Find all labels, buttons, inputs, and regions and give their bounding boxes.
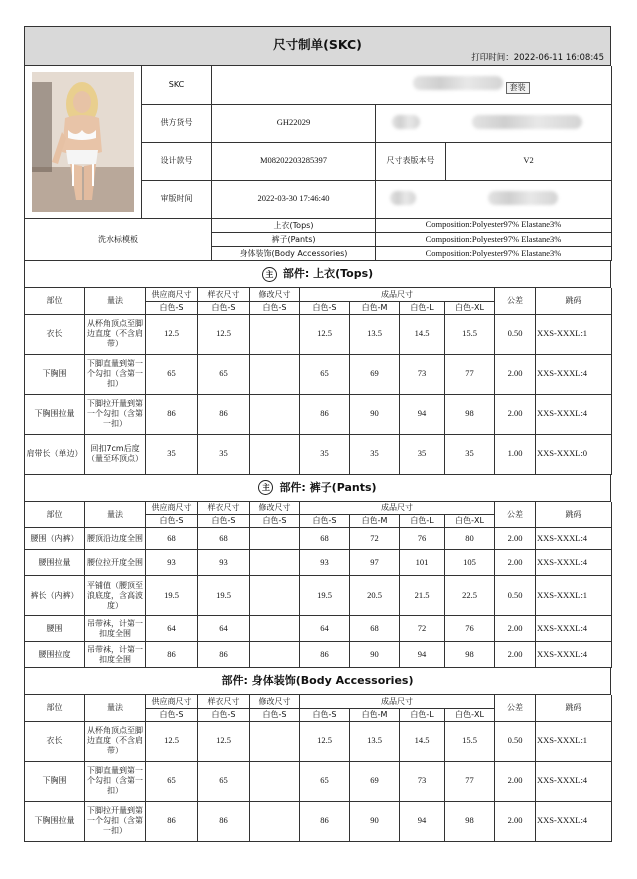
header-size-s: 白色-S	[146, 301, 198, 314]
cell-tolerance: 0.50	[495, 576, 536, 616]
supplier-label: 供方货号	[142, 104, 212, 142]
cell-supplier: 35	[146, 434, 198, 474]
cell-method: 腰顶沿边度全围	[85, 528, 146, 550]
cell-method: 从杯角顶点至脚边直度（不含肩带）	[85, 314, 146, 354]
cell-method: 吊带袜，计第一扣度全围	[85, 642, 146, 668]
cell-size-xl: 98	[445, 801, 495, 841]
table-row	[25, 616, 612, 642]
cell-supplier: 86	[146, 801, 198, 841]
skc-label: SKC	[142, 66, 212, 104]
cell-supplier: 12.5	[146, 721, 198, 761]
header-size-s: 白色-S	[198, 708, 250, 721]
skc-value-cell	[212, 66, 612, 104]
cell-size-s: 86	[300, 801, 350, 841]
cell-method: 回扣7cm后度（量至环顶点）	[85, 434, 146, 474]
cell-part: 下胸围拉量	[25, 394, 85, 434]
section-title-bar	[24, 261, 611, 288]
sections	[24, 261, 611, 842]
cell-tolerance: 2.00	[495, 354, 536, 394]
cell-size-s: 86	[300, 642, 350, 668]
cell-sample: 12.5	[198, 314, 250, 354]
cell-modify	[250, 642, 300, 668]
cell-method: 下脚拉开量到第一个勾扣（含第一扣）	[85, 801, 146, 841]
size-version-value: V2	[446, 142, 612, 180]
header-sample-size: 样衣尺寸	[198, 288, 250, 301]
cell-size-xl: 98	[445, 394, 495, 434]
header-modify-size: 修改尺寸	[250, 502, 300, 515]
cell-part: 裤长（内裤）	[25, 576, 85, 616]
wash-part: 上衣(Tops)	[212, 219, 376, 233]
header-finished-size: 成品尺寸	[300, 695, 495, 708]
cell-size-m: 13.5	[350, 314, 400, 354]
cell-jump: XXS-XXXL:0	[536, 434, 612, 474]
cell-size-l: 14.5	[400, 314, 445, 354]
cell-sample: 65	[198, 761, 250, 801]
cell-jump: XXS-XXXL:4	[536, 761, 612, 801]
cell-method: 平铺值（腰顶至浪底度，含高波度）	[85, 576, 146, 616]
header-size-s: 白色-S	[146, 515, 198, 528]
cell-method: 下脚拉开量到第一个勾扣（含第一扣）	[85, 394, 146, 434]
cell-jump: XXS-XXXL:1	[536, 576, 612, 616]
cell-sample: 12.5	[198, 721, 250, 761]
cell-supplier: 65	[146, 761, 198, 801]
cell-part: 下胸围	[25, 761, 85, 801]
cell-modify	[250, 616, 300, 642]
header-finished-size: 成品尺寸	[300, 502, 495, 515]
cell-size-s: 35	[300, 434, 350, 474]
cell-part: 腰围（内裤）	[25, 528, 85, 550]
cell-size-s: 12.5	[300, 314, 350, 354]
header-size-m: 白色-M	[350, 515, 400, 528]
cell-size-m: 13.5	[350, 721, 400, 761]
cell-size-s: 65	[300, 761, 350, 801]
header-jump: 跳码	[536, 288, 612, 314]
cell-sample: 68	[198, 528, 250, 550]
header-tolerance: 公差	[495, 288, 536, 314]
table-row	[25, 642, 612, 668]
header-size-m: 白色-M	[350, 301, 400, 314]
header-modify-size: 修改尺寸	[250, 288, 300, 301]
redacted-block	[392, 115, 420, 129]
table-row	[25, 761, 612, 801]
table-row	[25, 576, 612, 616]
cell-part: 衣长	[25, 721, 85, 761]
header-size-l: 白色-L	[400, 708, 445, 721]
cell-part: 下胸围	[25, 354, 85, 394]
cell-part: 腰围拉度	[25, 642, 85, 668]
cell-modify	[250, 576, 300, 616]
redacted-block	[390, 191, 416, 205]
header-supplier-size: 供应商尺寸	[146, 288, 198, 301]
redacted-skc	[413, 76, 503, 90]
cell-sample: 86	[198, 642, 250, 668]
cell-size-s: 12.5	[300, 721, 350, 761]
cell-size-l: 94	[400, 394, 445, 434]
set-button[interactable]: 套装	[506, 82, 530, 93]
cell-modify	[250, 721, 300, 761]
cell-modify	[250, 434, 300, 474]
header-finished-size: 成品尺寸	[300, 288, 495, 301]
table-row	[25, 434, 612, 474]
cell-size-l: 94	[400, 642, 445, 668]
header-supplier-size: 供应商尺寸	[146, 695, 198, 708]
print-time: 打印时间：2022-06-11 16:08:45	[471, 53, 604, 63]
header-tolerance: 公差	[495, 695, 536, 721]
cell-jump: XXS-XXXL:4	[536, 394, 612, 434]
wash-composition: Composition:Polyester97% Elastane3%	[376, 219, 612, 233]
cell-size-xl: 105	[445, 550, 495, 576]
header-size-s: 白色-S	[250, 515, 300, 528]
cell-size-s: 65	[300, 354, 350, 394]
cell-size-xl: 77	[445, 354, 495, 394]
cell-jump: XXS-XXXL:4	[536, 354, 612, 394]
cell-sample: 19.5	[198, 576, 250, 616]
header-method: 量法	[85, 695, 146, 721]
info-table	[24, 66, 612, 219]
cell-size-m: 72	[350, 528, 400, 550]
section-title-bar	[24, 668, 611, 695]
cell-jump: XXS-XXXL:4	[536, 616, 612, 642]
cell-size-m: 90	[350, 801, 400, 841]
cell-part: 腰围拉量	[25, 550, 85, 576]
header-sample-size: 样衣尺寸	[198, 502, 250, 515]
cell-modify	[250, 761, 300, 801]
header-size-s: 白色-S	[198, 515, 250, 528]
cell-size-xl: 15.5	[445, 721, 495, 761]
cell-size-xl: 35	[445, 434, 495, 474]
cell-size-l: 35	[400, 434, 445, 474]
cell-size-xl: 15.5	[445, 314, 495, 354]
header-size-xl: 白色-XL	[445, 708, 495, 721]
cell-size-s: 68	[300, 528, 350, 550]
cell-size-xl: 80	[445, 528, 495, 550]
design-value: M08202203285397	[212, 142, 376, 180]
section-title: 部件: 身体装饰(Body Accessories)	[221, 674, 414, 687]
cell-size-l: 73	[400, 761, 445, 801]
header-method: 量法	[85, 288, 146, 314]
cell-method: 下脚直量到第一个勾扣（含第一扣）	[85, 354, 146, 394]
cell-size-l: 101	[400, 550, 445, 576]
cell-size-l: 14.5	[400, 721, 445, 761]
table-row	[25, 394, 612, 434]
header-size-s: 白色-S	[300, 301, 350, 314]
cell-size-xl: 76	[445, 616, 495, 642]
cell-sample: 64	[198, 616, 250, 642]
header-sample-size: 样衣尺寸	[198, 695, 250, 708]
wash-label: 洗水标模板	[25, 219, 212, 261]
cell-size-m: 35	[350, 434, 400, 474]
measurement-table	[24, 695, 612, 842]
cell-size-m: 90	[350, 642, 400, 668]
header-size-xl: 白色-XL	[445, 515, 495, 528]
cell-jump: XXS-XXXL:4	[536, 801, 612, 841]
redacted-review-cell	[376, 180, 612, 218]
redacted-supplier-cell	[376, 104, 612, 142]
header-tolerance: 公差	[495, 502, 536, 528]
title-bar	[24, 26, 611, 66]
cell-modify	[250, 314, 300, 354]
table-row	[25, 801, 612, 841]
cell-tolerance: 2.00	[495, 528, 536, 550]
cell-tolerance: 2.00	[495, 801, 536, 841]
cell-tolerance: 1.00	[495, 434, 536, 474]
design-label: 设计款号	[142, 142, 212, 180]
cell-size-xl: 22.5	[445, 576, 495, 616]
cell-sample: 65	[198, 354, 250, 394]
cell-size-l: 73	[400, 354, 445, 394]
cell-jump: XXS-XXXL:4	[536, 642, 612, 668]
cell-size-m: 68	[350, 616, 400, 642]
table-row	[25, 721, 612, 761]
cell-modify	[250, 528, 300, 550]
cell-size-l: 94	[400, 801, 445, 841]
wash-part: 裤子(Pants)	[212, 233, 376, 247]
cell-size-m: 69	[350, 354, 400, 394]
header-size-s: 白色-S	[146, 708, 198, 721]
cell-tolerance: 2.00	[495, 550, 536, 576]
header-size-s: 白色-S	[250, 708, 300, 721]
cell-sample: 35	[198, 434, 250, 474]
cell-tolerance: 0.50	[495, 314, 536, 354]
supplier-value: GH22029	[212, 104, 376, 142]
cell-tolerance: 2.00	[495, 761, 536, 801]
cell-supplier: 64	[146, 616, 198, 642]
redacted-block	[488, 191, 558, 205]
wash-part: 身体装饰(Body Accessories)	[212, 247, 376, 261]
main-part-icon: 主	[262, 267, 277, 282]
section-title-bar	[24, 475, 611, 502]
header-jump: 跳码	[536, 502, 612, 528]
cell-modify	[250, 354, 300, 394]
header-size-s: 白色-S	[198, 301, 250, 314]
cell-part: 腰围	[25, 616, 85, 642]
cell-size-xl: 98	[445, 642, 495, 668]
cell-size-s: 19.5	[300, 576, 350, 616]
table-row	[25, 354, 612, 394]
review-label: 审版时间	[142, 180, 212, 218]
cell-size-l: 21.5	[400, 576, 445, 616]
header-part: 部位	[25, 288, 85, 314]
cell-modify	[250, 550, 300, 576]
cell-tolerance: 2.00	[495, 642, 536, 668]
cell-modify	[250, 394, 300, 434]
cell-sample: 86	[198, 801, 250, 841]
cell-supplier: 86	[146, 642, 198, 668]
cell-supplier: 93	[146, 550, 198, 576]
cell-tolerance: 0.50	[495, 721, 536, 761]
cell-supplier: 65	[146, 354, 198, 394]
cell-jump: XXS-XXXL:4	[536, 528, 612, 550]
cell-size-xl: 77	[445, 761, 495, 801]
header-size-s: 白色-S	[250, 301, 300, 314]
measurement-table	[24, 502, 612, 669]
header-modify-size: 修改尺寸	[250, 695, 300, 708]
cell-sample: 93	[198, 550, 250, 576]
cell-part: 衣长	[25, 314, 85, 354]
header-size-l: 白色-L	[400, 301, 445, 314]
product-photo	[32, 72, 134, 212]
header-method: 量法	[85, 502, 146, 528]
cell-size-s: 86	[300, 394, 350, 434]
cell-size-m: 97	[350, 550, 400, 576]
cell-jump: XXS-XXXL:4	[536, 550, 612, 576]
table-row	[25, 314, 612, 354]
cell-tolerance: 2.00	[495, 616, 536, 642]
header-size-xl: 白色-XL	[445, 301, 495, 314]
header-jump: 跳码	[536, 695, 612, 721]
size-sheet	[24, 26, 611, 842]
cell-part: 肩带长（单边）	[25, 434, 85, 474]
page-title: 尺寸制单(SKC)	[273, 37, 362, 52]
cell-method: 腰位拉开度全围	[85, 550, 146, 576]
cell-size-l: 76	[400, 528, 445, 550]
header-part: 部位	[25, 502, 85, 528]
wash-composition: Composition:Polyester97% Elastane3%	[376, 233, 612, 247]
cell-size-m: 69	[350, 761, 400, 801]
header-part: 部位	[25, 695, 85, 721]
section-title: 部件: 上衣(Tops)	[282, 267, 374, 280]
wash-composition: Composition:Polyester97% Elastane3%	[376, 247, 612, 261]
cell-size-s: 64	[300, 616, 350, 642]
cell-supplier: 12.5	[146, 314, 198, 354]
header-size-s: 白色-S	[300, 708, 350, 721]
main-part-icon: 主	[258, 480, 273, 495]
cell-modify	[250, 801, 300, 841]
table-row	[25, 528, 612, 550]
measurement-table	[24, 288, 612, 475]
cell-jump: XXS-XXXL:1	[536, 721, 612, 761]
cell-supplier: 19.5	[146, 576, 198, 616]
cell-supplier: 68	[146, 528, 198, 550]
table-row	[25, 550, 612, 576]
cell-supplier: 86	[146, 394, 198, 434]
wash-table	[24, 219, 612, 262]
header-size-l: 白色-L	[400, 515, 445, 528]
section-title: 部件: 裤子(Pants)	[279, 480, 377, 494]
redacted-block	[472, 115, 582, 129]
cell-size-m: 20.5	[350, 576, 400, 616]
cell-size-m: 90	[350, 394, 400, 434]
size-version-label: 尺寸表版本号	[376, 142, 446, 180]
header-size-m: 白色-M	[350, 708, 400, 721]
cell-method: 从杯角顶点至脚边直度（不含肩带）	[85, 721, 146, 761]
header-size-s: 白色-S	[300, 515, 350, 528]
header-supplier-size: 供应商尺寸	[146, 502, 198, 515]
cell-jump: XXS-XXXL:1	[536, 314, 612, 354]
cell-size-l: 72	[400, 616, 445, 642]
model-figure-image	[32, 72, 134, 212]
cell-method: 吊带袜，计第一扣度全围	[85, 616, 146, 642]
product-photo-cell	[25, 66, 142, 218]
cell-tolerance: 2.00	[495, 394, 536, 434]
review-value: 2022-03-30 17:46:40	[212, 180, 376, 218]
cell-size-s: 93	[300, 550, 350, 576]
cell-sample: 86	[198, 394, 250, 434]
cell-part: 下胸围拉量	[25, 801, 85, 841]
cell-method: 下脚直量到第一个勾扣（含第一扣）	[85, 761, 146, 801]
